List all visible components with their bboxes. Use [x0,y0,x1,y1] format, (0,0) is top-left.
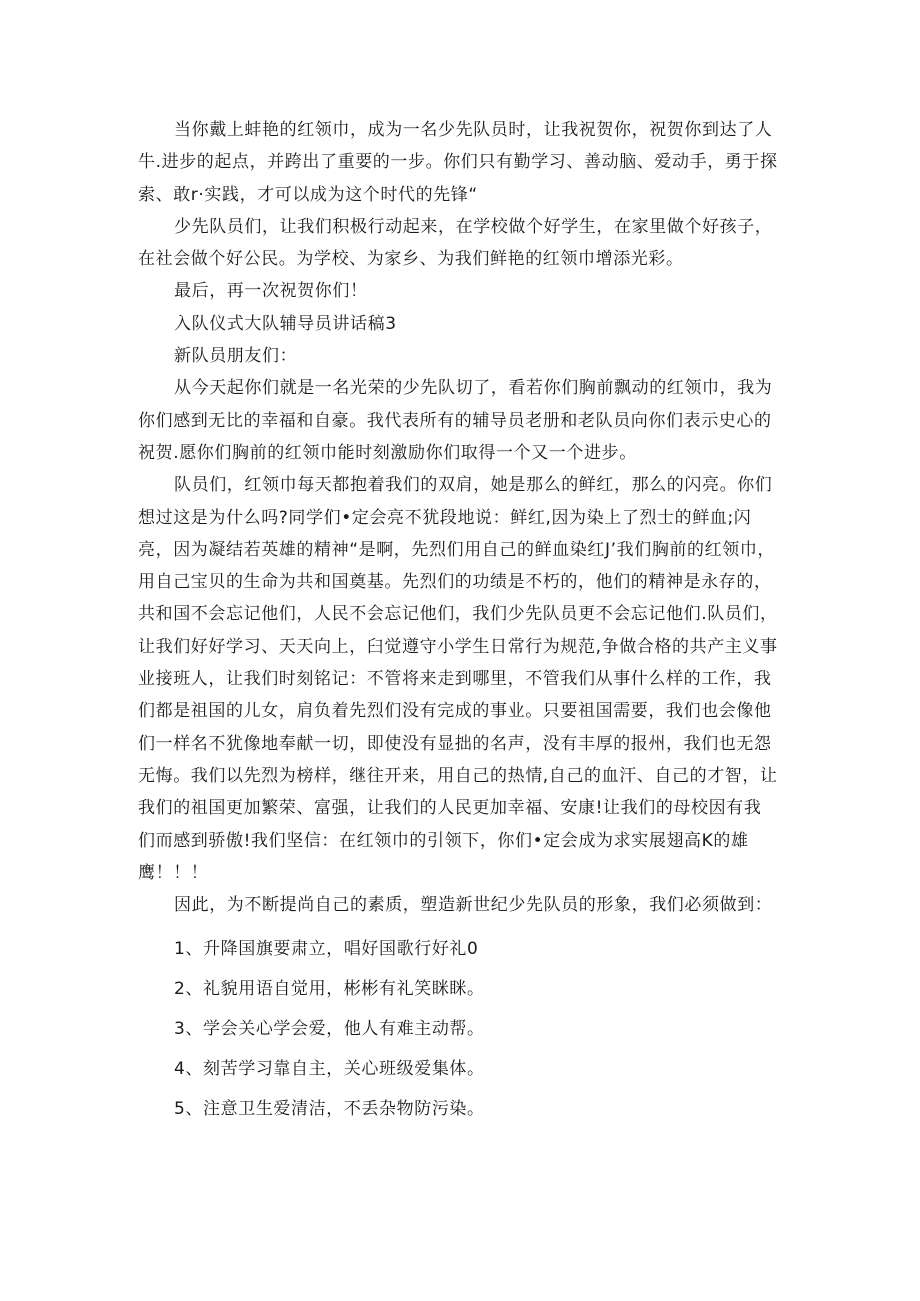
list-item: 1、升降国旗要肃立，唱好国歌行好礼0 [174,939,479,960]
document-body [138,114,778,1126]
paragraph-welcome: 从今天起你们就是一名光荣的少先队切了，看若你们胸前飘动的红领巾，我为你们感到无比的幸福和自豪。我代表所有的辅导员老册和老队员向你们表示史心的祝贺.愿你们胸前的红领巾能时刻激励你们取得一个又一个进步。 [138,378,773,463]
list-item: 5、注意卫生爱清洁，不丢杂物防污染。 [174,1099,485,1120]
section-title: 入队仪式大队辅导员讲话稿3 [174,313,397,334]
paragraph-red-scarf: 队员们，红领巾每天都抱着我们的双肩，她是那么的鲜红，那么的闪亮。你们想过这是为什么吗?同学们•定会亮不犹段地说：鲜红,因为染上了烈士的鲜血;闪亮，因为凝结若英雄的精神“是啊，先烈们用自己的鲜血染红J’我们胸前的红领巾，用自己宝贝的生命为共和国奠基。先烈们的功绩是不朽的，他们的精神是永存的，共和国不会忘记他们，人民不会忘记他们，我们少先队员更不会忘记他们.队员们，让我们好好学习、天天向上，臼觉遵守小学生日常行为规范,争做合格的共产主义事业接班人，让我们时刻铭记：不管将来走到哪里，不管我们从事什么样的工作，我们都是祖国的儿女，肩负着先烈们没有完成的事业。只要祖国需要，我们也会像他们一样名不犹像地奉献一切，即使没有显拙的名声，没有丰厚的报州，我们也无怨无悔。我们以先烈为榜样，继往开来，用自己的热情,自己的血汗、自己的才智，让我们的祖国更加繁荣、富强，让我们的人民更加幸福、安康!让我们的母校因有我们而感到骄傲!我们坚信：在红领巾的引领下，你们•定会成为求实展翅高K的雄鹰！！！ [138,475,778,883]
list-item: 3、学会关心学会爱，他人有难主动帮。 [174,1019,485,1040]
list-item: 2、礼貌用语自觉用，彬彬有礼笑眯眯。 [174,979,485,1000]
paragraph-congratulation: 当你戴上蚌艳的红领巾，成为一名少先队员时，让我祝贺你，祝贺你到达了人牛.进步的起点，并跨出了重要的一步。你们只有勤学习、善动脑、爱动手，勇于探索、敢r·实践，才可以成为这个时代的先锋“ [138,120,778,205]
requirements-list [138,933,778,1126]
list-item: 4、刻苦学习靠自主，关心班级爱集体。 [174,1059,485,1080]
paragraph-closing: 最后，再一次祝贺你们！ [174,281,368,302]
paragraph-call-to-action: 少先队员们，让我们积极行动起来，在学校做个好学生，在家里做个好孩子，在社会做个好公民。为学校、为家乡、为我们鲜艳的红领巾增添光彩。 [138,216,773,270]
salutation: 新队员朋友们： [174,346,298,367]
paragraph-requirements-intro: 因此，为不断提尚自己的素质，塑造新世纪少先队员的形象，我们必须做到： [174,895,773,916]
